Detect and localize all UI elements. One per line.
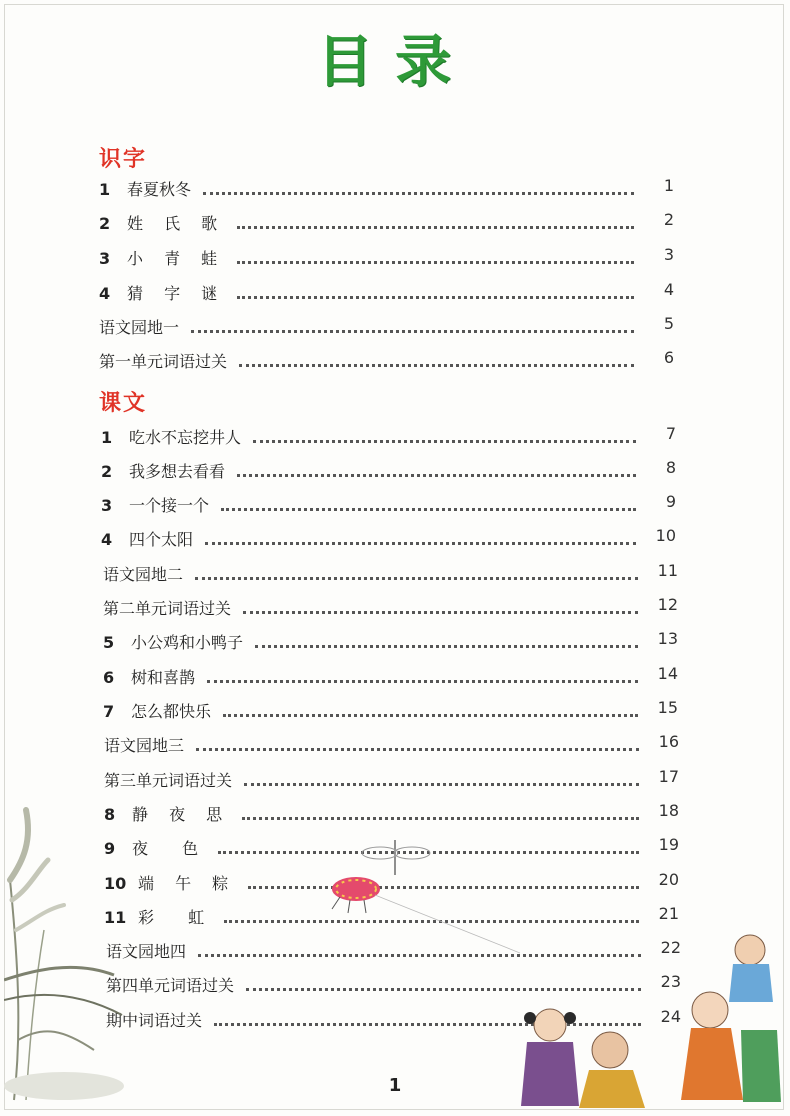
toc-entry-number: 4 [101, 530, 113, 549]
dot-leader [253, 440, 636, 443]
toc-entry[interactable] [104, 732, 679, 756]
toc-entry[interactable] [99, 314, 674, 338]
dragonfly-kite-illustration [320, 835, 520, 955]
toc-entry-number: 4 [99, 284, 111, 303]
toc-entry-page: 1 [663, 176, 674, 195]
toc-entry-title: 第二单元词语过关 [103, 599, 232, 618]
toc-entry-page: 11 [657, 561, 678, 580]
toc-entry-page: 5 [663, 314, 674, 333]
toc-entry[interactable] [103, 629, 678, 653]
toc-entry-title: 语文园地一 [99, 318, 180, 337]
dot-leader [196, 748, 639, 751]
toc-entry-number: 3 [101, 496, 113, 515]
toc-entry-page: 13 [657, 629, 678, 648]
toc-entry-number: 7 [103, 702, 115, 721]
dot-leader [243, 611, 638, 614]
toc-entry-page: 19 [658, 835, 679, 854]
toc-entry-title: 姓 氏 歌 [127, 214, 226, 233]
toc-entry-number: 2 [99, 214, 111, 233]
toc-entry-page: 22 [660, 938, 681, 957]
toc-entry-title: 期中词语过关 [106, 1011, 203, 1030]
toc-entry[interactable] [99, 348, 674, 372]
toc-entry[interactable] [99, 245, 674, 269]
toc-entry-title: 怎么都快乐 [131, 702, 212, 721]
toc-entry-number: 5 [103, 633, 115, 652]
toc-entry-number: 8 [104, 805, 116, 824]
toc-entry[interactable] [104, 767, 679, 791]
toc-entry[interactable] [101, 458, 676, 482]
page-number: 1 [388, 1075, 402, 1096]
dot-leader [237, 474, 636, 477]
toc-entry-title: 吃水不忘挖井人 [129, 428, 242, 447]
toc-entry[interactable] [104, 801, 679, 825]
toc-entry-number: 11 [104, 908, 127, 927]
toc-entry[interactable] [101, 492, 676, 516]
toc-entry[interactable] [99, 280, 674, 304]
toc-entry-title: 第四单元词语过关 [106, 976, 235, 995]
toc-entry-title: 彩 虹 [138, 908, 213, 927]
page-title: 目录 [317, 30, 473, 95]
toc-entry[interactable] [103, 595, 678, 619]
toc-entry-number: 1 [101, 428, 113, 447]
toc-entry-title: 小公鸡和小鸭子 [131, 633, 244, 652]
toc-entry-page: 16 [658, 732, 679, 751]
toc-entry-page: 10 [655, 526, 676, 545]
toc-entry-title: 第三单元词语过关 [104, 771, 233, 790]
toc-entry-page: 17 [658, 767, 679, 786]
toc-entry[interactable] [103, 698, 678, 722]
toc-entry-title: 树和喜鹊 [131, 668, 196, 687]
toc-entry-page: 20 [658, 870, 679, 889]
toc-entry[interactable] [101, 424, 676, 448]
toc-entry-page: 3 [663, 245, 674, 264]
toc-entry-title: 小 青 蛙 [127, 249, 226, 268]
toc-entry[interactable] [99, 210, 674, 234]
dot-leader [237, 296, 634, 299]
toc-entry-page: 15 [657, 698, 678, 717]
toc-entry-page: 21 [658, 904, 679, 923]
toc-entry-title: 我多想去看看 [129, 462, 226, 481]
toc-entry-number: 1 [99, 180, 111, 199]
toc-entry-number: 9 [104, 839, 116, 858]
toc-entry[interactable] [103, 561, 678, 585]
toc-entry-page: 7 [665, 424, 676, 443]
dot-leader [239, 364, 634, 367]
toc-entry-page: 12 [657, 595, 678, 614]
dot-leader [244, 783, 639, 786]
toc-entry-title: 夜 色 [132, 839, 207, 858]
toc-entry[interactable] [99, 176, 674, 200]
toc-entry-title: 猜 字 谜 [127, 284, 226, 303]
toc-entry-title: 语文园地三 [104, 736, 185, 755]
toc-entry[interactable] [101, 526, 676, 550]
toc-entry[interactable] [103, 664, 678, 688]
dot-leader [255, 645, 638, 648]
toc-entry-page: 23 [660, 972, 681, 991]
dot-leader [205, 542, 636, 545]
reed-grass-illustration [4, 800, 124, 1106]
toc-entry-number: 3 [99, 249, 111, 268]
toc-entry-page: 4 [663, 280, 674, 299]
toc-entry-title: 语文园地四 [106, 942, 187, 961]
toc-entry-title: 四个太阳 [129, 530, 194, 549]
toc-entry-title: 端 午 粽 [138, 874, 237, 893]
toc-entry-page: 14 [657, 664, 678, 683]
section-heading-shizi: 识字 [99, 147, 148, 172]
toc-entry-number: 6 [103, 668, 115, 687]
dot-leader [191, 330, 634, 333]
toc-entry-title: 一个接一个 [129, 496, 210, 515]
toc-entry-title: 第一单元词语过关 [99, 352, 228, 371]
toc-entry-title: 静 夜 思 [132, 805, 231, 824]
toc-entry-number: 2 [101, 462, 113, 481]
toc-entry-number: 10 [104, 874, 127, 893]
section-heading-kewen: 课文 [99, 391, 148, 416]
dot-leader [195, 577, 638, 580]
dot-leader [207, 680, 638, 683]
toc-entry-title: 春夏秋冬 [127, 180, 192, 199]
toc-entry-title: 语文园地二 [103, 565, 184, 584]
toc-entry-page: 8 [665, 458, 676, 477]
dot-leader [237, 226, 634, 229]
dot-leader [223, 714, 638, 717]
toc-entry-page: 6 [663, 348, 674, 367]
dot-leader [221, 508, 636, 511]
dot-leader [242, 817, 639, 820]
dot-leader [203, 192, 634, 195]
toc-entry-page: 18 [658, 801, 679, 820]
toc-entry-page: 24 [660, 1007, 681, 1026]
toc-entry-page: 9 [665, 492, 676, 511]
toc-entry-page: 2 [663, 210, 674, 229]
dot-leader [237, 261, 634, 264]
